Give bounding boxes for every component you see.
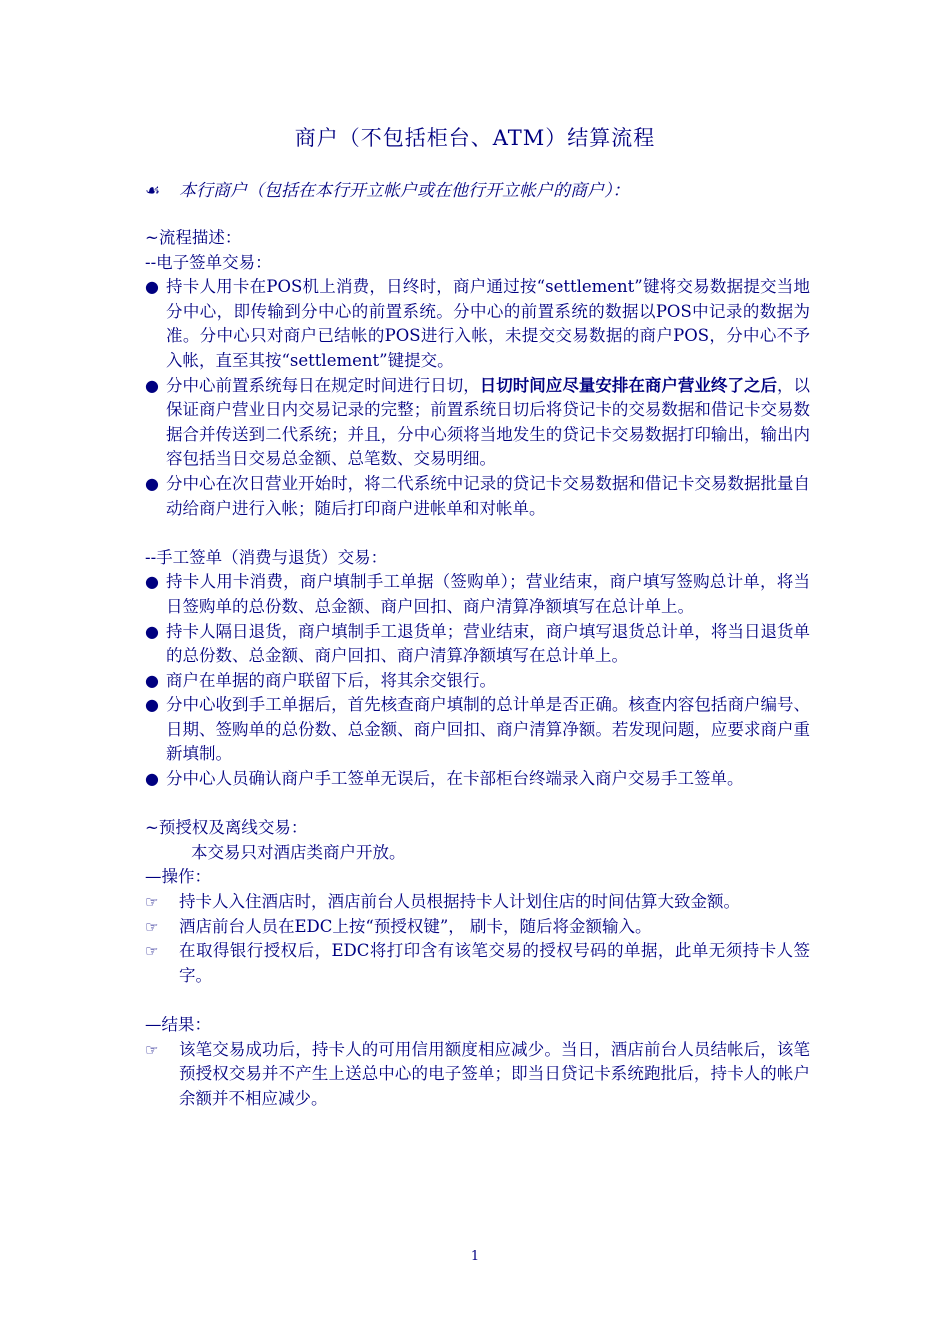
pointing-hand-icon: ☞	[145, 942, 159, 961]
list-item-text: 分中心收到手工单据后，首先核查商户填制的总计单是否正确。核查内容包括商户编号、日期、签购单的总份数、总金额、商户回扣、商户清算净额。若发现问题，应要求商户重新填制。	[166, 695, 810, 764]
list-item-text: 分中心人员确认商户手工签单无误后，在卡部柜台终端录入商户交易手工签单。	[166, 769, 744, 789]
list-item	[145, 620, 810, 669]
list-item	[145, 939, 810, 988]
list-item-text: 商户在单据的商户联留下后，将其余交银行。	[166, 670, 496, 690]
bullet-icon: ●	[145, 277, 159, 297]
page-title: 商户（不包括柜台、ATM）结算流程	[294, 126, 656, 150]
section-heading-preauth: ~预授权及离线交易：	[145, 818, 308, 838]
subtitle-text: 本行商户（包括在本行开立帐户或在他行开立帐户的商户）：	[179, 181, 630, 201]
pointing-hand-icon: ☞	[145, 917, 159, 936]
bullet-icon: ●	[145, 695, 159, 715]
spacer	[145, 792, 810, 817]
pointing-hand-icon: ☞	[145, 893, 159, 912]
spacer	[145, 521, 810, 546]
bullet-icon: ●	[145, 670, 159, 690]
list-item-text: 在取得银行授权后，EDC将打印含有该笔交易的授权号码的单据，此单无须持卡人签字。	[179, 941, 810, 985]
list-item	[145, 1038, 810, 1112]
list-item	[145, 767, 810, 792]
subheading-manual: --手工签单（消费与退货）交易：	[145, 547, 388, 567]
list-item	[145, 374, 810, 472]
spacer	[145, 988, 810, 1013]
list-item	[145, 669, 810, 694]
list-item	[145, 570, 810, 619]
page-number: 1	[470, 1249, 480, 1264]
list-item	[145, 472, 810, 521]
list-item-text: 持卡人隔日退货，商户填制手工退货单；营业结束，商户填写退货总计单，将当日退货单的总份数、总金额、商户回扣、商户清算净额填写在总计单上。	[166, 621, 810, 666]
list-item-text-before: 分中心前置系统每日在规定时间进行日切，	[166, 375, 480, 395]
list-item	[145, 693, 810, 767]
list-item	[145, 915, 810, 940]
list-item	[145, 890, 810, 915]
document-body	[145, 226, 810, 1111]
pointing-hand-icon: ☞	[145, 1040, 159, 1059]
bullet-icon: ●	[145, 769, 159, 789]
subheading-result: —结果：	[145, 1015, 211, 1034]
bullet-icon: ●	[145, 375, 159, 395]
subheading-electronic: --电子签单交易：	[145, 252, 272, 272]
bullet-icon: ●	[145, 572, 159, 592]
bullet-icon: ●	[145, 621, 159, 641]
list-item-text: 该笔交易成功后，持卡人的可用信用额度相应减少。当日，酒店前台人员结帐后，该笔预授权交易并不产生上送总中心的电子签单；即当日贷记卡系统跑批后，持卡人的帐户余额并不相应减少。	[179, 1039, 810, 1108]
subtitle	[145, 176, 630, 201]
list-item-text-after: ，以保证商户营业日内交易记录的完整；前置系统日切后将贷记卡的交易数据和借记卡交易数据合并传送到二代系统；并且，分中心须将当地发生的贷记卡交易数据打印输出，输出内容包括当日交易总金额、总笔数、交易明细。	[166, 375, 811, 469]
list-item-text: 持卡人用卡消费，商户填制手工单据（签购单）；营业结束，商户填写签购总计单，将当日签购单的总份数、总金额、商户回扣、商户清算净额填写在总计单上。	[166, 572, 810, 616]
list-item-text: 持卡人用卡在POS机上消费，日终时，商户通过按“settlement”键将交易数据提交当地分中心，即传输到分中心的前置系统。分中心的前置系统的数据以POS中记录的数据为准。分中心只对商户已结帐的POS进行入帐，未提交交易数据的商户POS，分中心不予入帐，直至其按“settlement”键提交。	[166, 277, 810, 370]
list-item-text-bold: 日切时间应尽量安排在商户营业终了之后	[479, 375, 777, 395]
floral-heart-icon: ☙	[145, 181, 161, 201]
bullet-icon: ●	[145, 473, 159, 493]
section-heading-flow: ~流程描述：	[145, 228, 242, 247]
section-note: 本交易只对酒店类商户开放。	[191, 842, 406, 862]
subheading-operation: —操作：	[145, 867, 211, 887]
list-item-text: 酒店前台人员在EDC上按“预授权键”， 刷卡，随后将金额输入。	[179, 916, 652, 936]
list-item-text: 分中心在次日营业开始时，将二代系统中记录的贷记卡交易数据和借记卡交易数据批量自动给商户进行入帐；随后打印商户进帐单和对帐单。	[166, 473, 810, 518]
list-item	[145, 275, 810, 373]
list-item-text: 持卡人入住酒店时，酒店前台人员根据持卡人计划住店的时间估算大致金额。	[179, 892, 740, 912]
